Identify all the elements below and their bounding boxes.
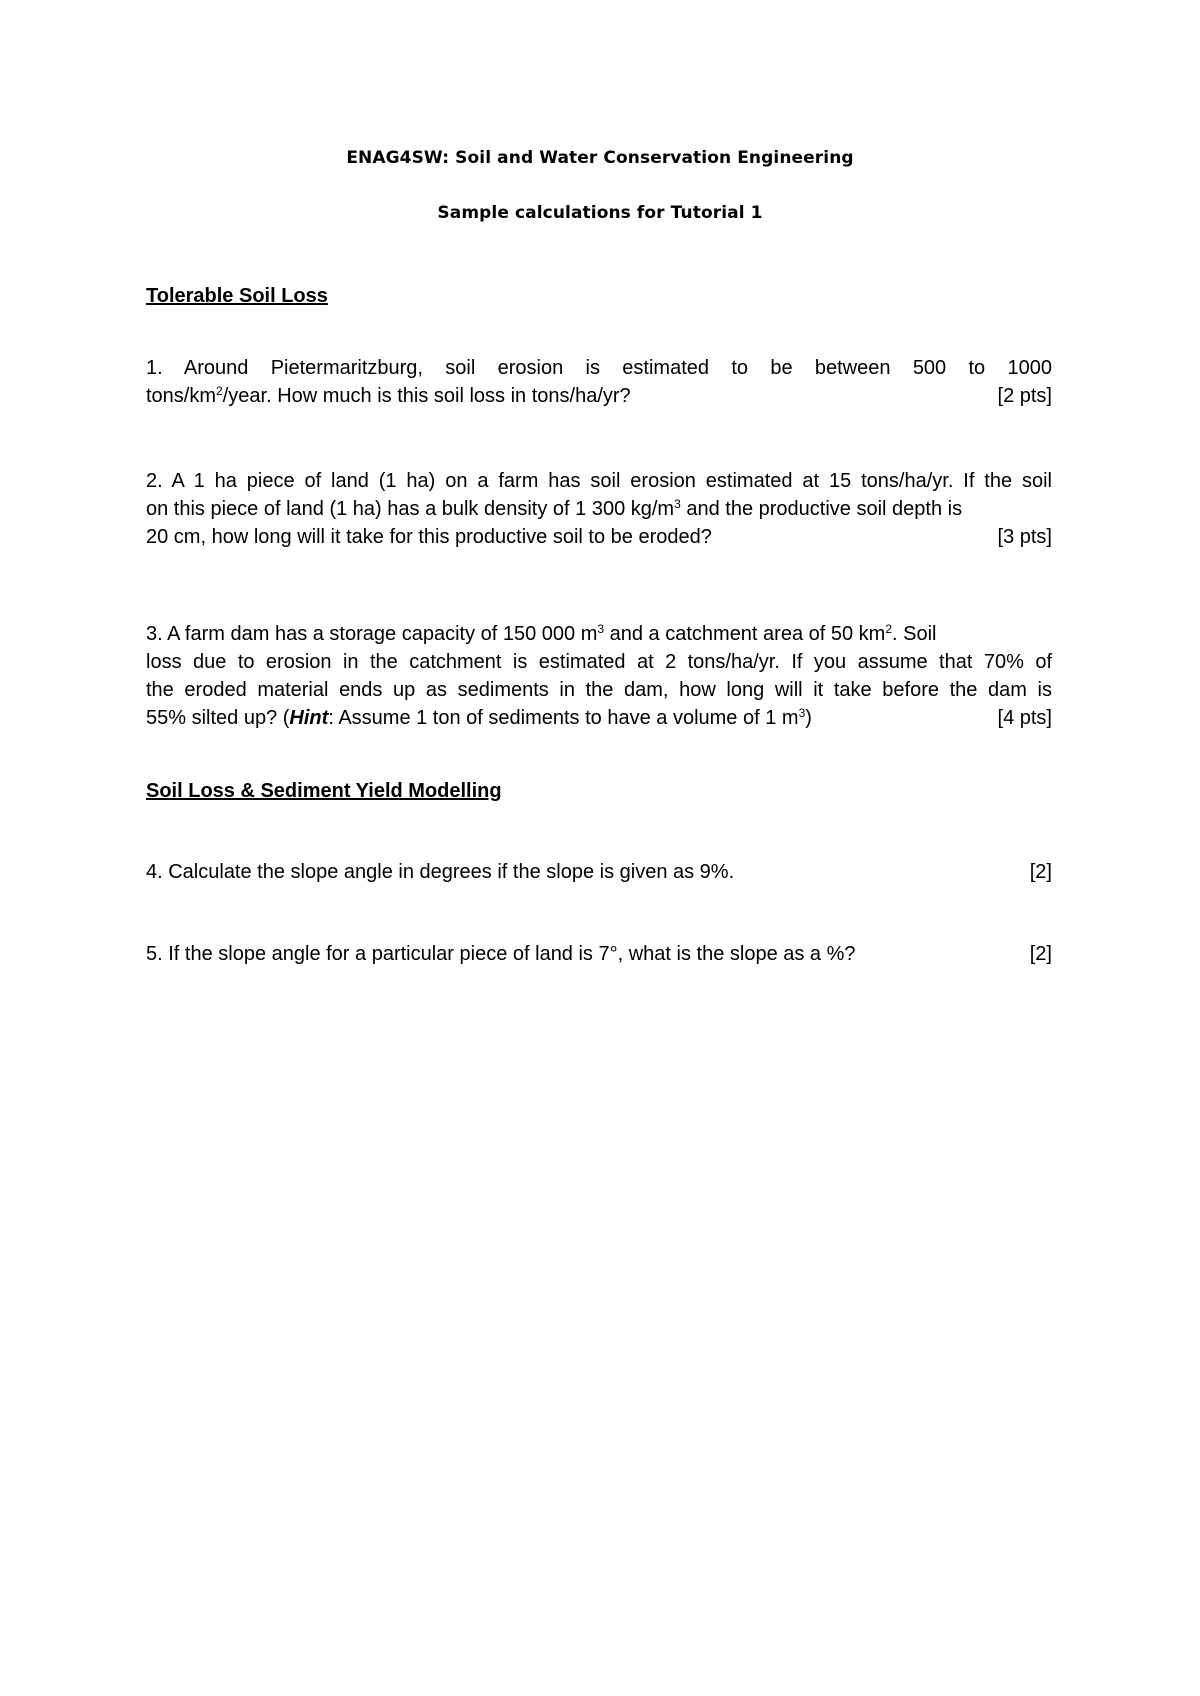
question-3-text: 55% silted up? (Hint: Assume 1 ton of sediments to have a volume of 1 $m^3$) bbox=[146, 706, 812, 729]
question-4-text: 4. Calculate the slope angle in degrees if the slope is given as 9%. bbox=[146, 861, 735, 883]
document-title: ENAG4SW: Soil and Water Conservation Engineering bbox=[346, 148, 854, 168]
question-2-line-1: 2. A 1 ha piece of land (1 ha) on a farm has soil erosion estimated at 15 tons/ha/yr. If the soil bbox=[146, 470, 1052, 492]
question-3-points: [4 pts] bbox=[997, 707, 1052, 729]
question-4 bbox=[146, 858, 1052, 886]
question-1-text: tons/$km^2$/year. How much is this soil loss in tons/ha/yr? bbox=[146, 384, 631, 407]
question-2-points: [3 pts] bbox=[997, 526, 1052, 548]
question-3 bbox=[146, 620, 1052, 732]
section-heading-soil-loss-modelling: Soil Loss & Sediment Yield Modelling bbox=[146, 780, 502, 802]
question-3-line-4 bbox=[146, 704, 1052, 732]
document-subtitle: Sample calculations for Tutorial 1 bbox=[437, 203, 763, 223]
question-1 bbox=[146, 354, 1052, 410]
hint-label: Hint bbox=[289, 707, 329, 729]
question-2-line-3 bbox=[146, 523, 1052, 551]
section-heading-tolerable-soil-loss: Tolerable Soil Loss bbox=[146, 285, 328, 307]
question-4-line bbox=[146, 858, 1052, 886]
question-5 bbox=[146, 940, 1052, 968]
question-2-line-2: on this piece of land (1 ha) has a bulk density of 1 300 $kg/m^3$ and the productive soil depth is bbox=[146, 497, 963, 520]
question-5-text: 5. If the slope angle for a particular piece of land is 7°, what is the slope as a %? bbox=[146, 943, 856, 965]
question-2-text: 20 cm, how long will it take for this productive soil to be eroded? bbox=[146, 526, 712, 548]
question-1-line-1: 1. Around Pietermaritzburg, soil erosion is estimated to be between 500 to 1000 bbox=[146, 357, 1052, 379]
question-1-points: [2 pts] bbox=[997, 385, 1052, 407]
question-3-line-2: loss due to erosion in the catchment is estimated at 2 tons/ha/yr. If you assume that 70% of bbox=[146, 651, 1052, 673]
question-4-points: [2] bbox=[1029, 861, 1052, 883]
question-3-line-1: 3. A farm dam has a storage capacity of 150 000 $m^3$ and a catchment area of 50 $km^2$. Soil bbox=[146, 622, 937, 645]
question-5-points: [2] bbox=[1029, 943, 1052, 965]
question-1-line-2 bbox=[146, 382, 1052, 410]
question-3-line-3: the eroded material ends up as sediments in the dam, how long will it take before the dam is bbox=[146, 679, 1052, 701]
question-2 bbox=[146, 467, 1052, 551]
question-5-line bbox=[146, 940, 1052, 968]
